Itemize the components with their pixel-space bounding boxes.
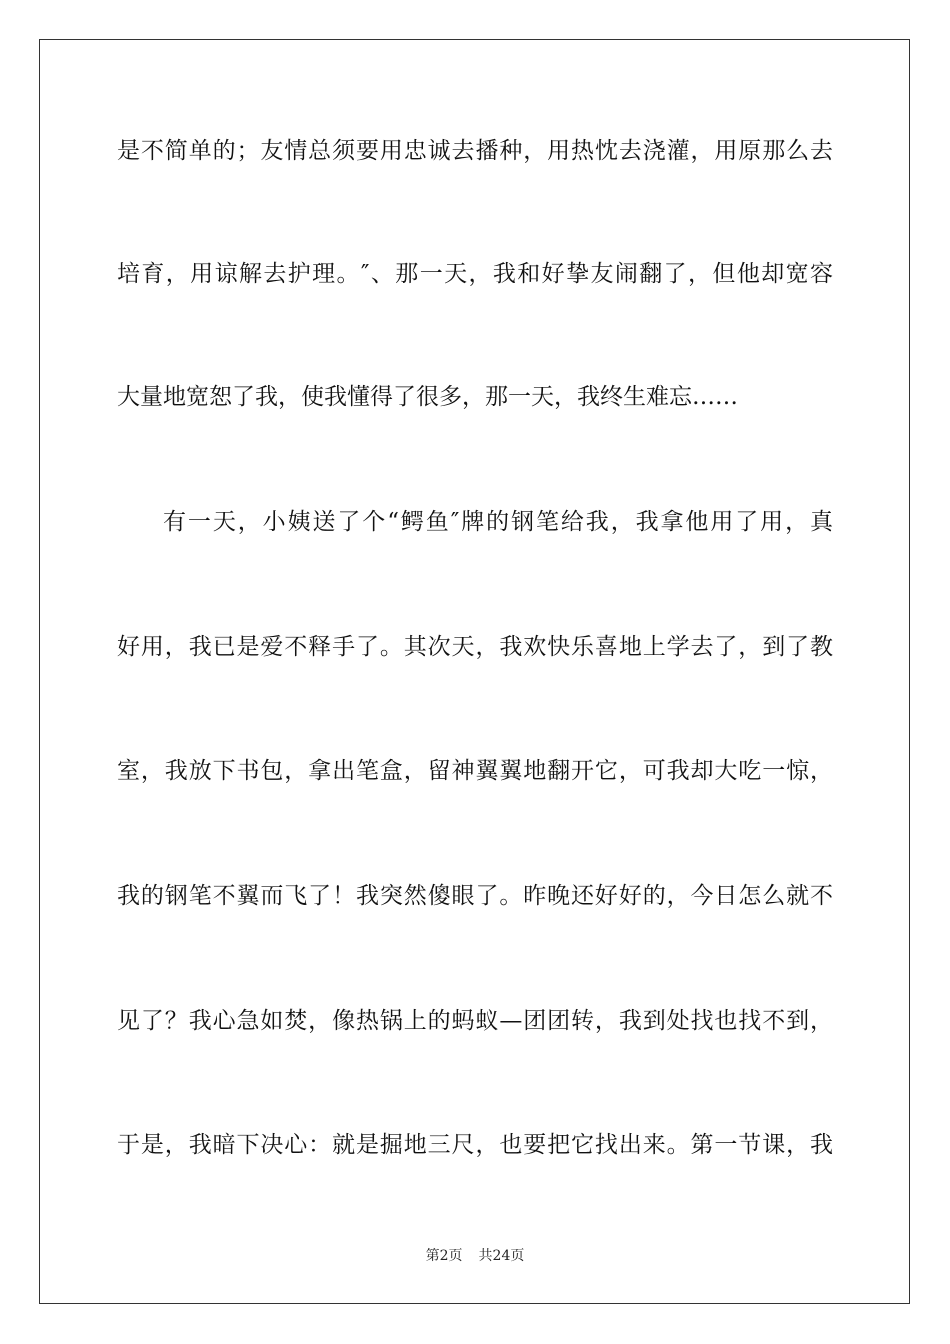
text-line-2: 培育，用谅解去护理。″、那一天，我和好挚友闹翻了，但他却宽容	[117, 261, 833, 287]
page-footer	[0, 1246, 950, 1266]
page-number: 第2页	[425, 1248, 463, 1264]
text-line-3: 大量地宽恕了我，使我懂得了很多，那一天，我终生难忘……	[117, 384, 738, 410]
text-line-7: 我的钢笔不翼而飞了！我突然傻眼了。昨晚还好好的，今日怎么就不	[117, 883, 833, 909]
text-line-1: 是不简单的；友情总须要用忠诚去播种，用热忱去浇灌，用原那么去	[117, 138, 833, 164]
text-line-4: 有一天，小姨送了个“鳄鱼″牌的钢笔给我，我拿他用了用，真	[163, 509, 833, 535]
text-line-5: 好用，我已是爱不释手了。其次天，我欢快乐喜地上学去了，到了教	[117, 634, 833, 660]
page-frame	[39, 39, 910, 1304]
text-line-6: 室，我放下书包，拿出笔盒，留神翼翼地翻开它，可我却大吃一惊，	[117, 758, 833, 784]
text-line-9: 于是，我暗下决心：就是掘地三尺，也要把它找出来。第一节课，我	[117, 1132, 833, 1158]
page-total: 共24页	[478, 1248, 525, 1264]
text-line-8: 见了？我心急如焚，像热锅上的蚂蚁—团团转，我到处找也找不到，	[117, 1008, 833, 1034]
